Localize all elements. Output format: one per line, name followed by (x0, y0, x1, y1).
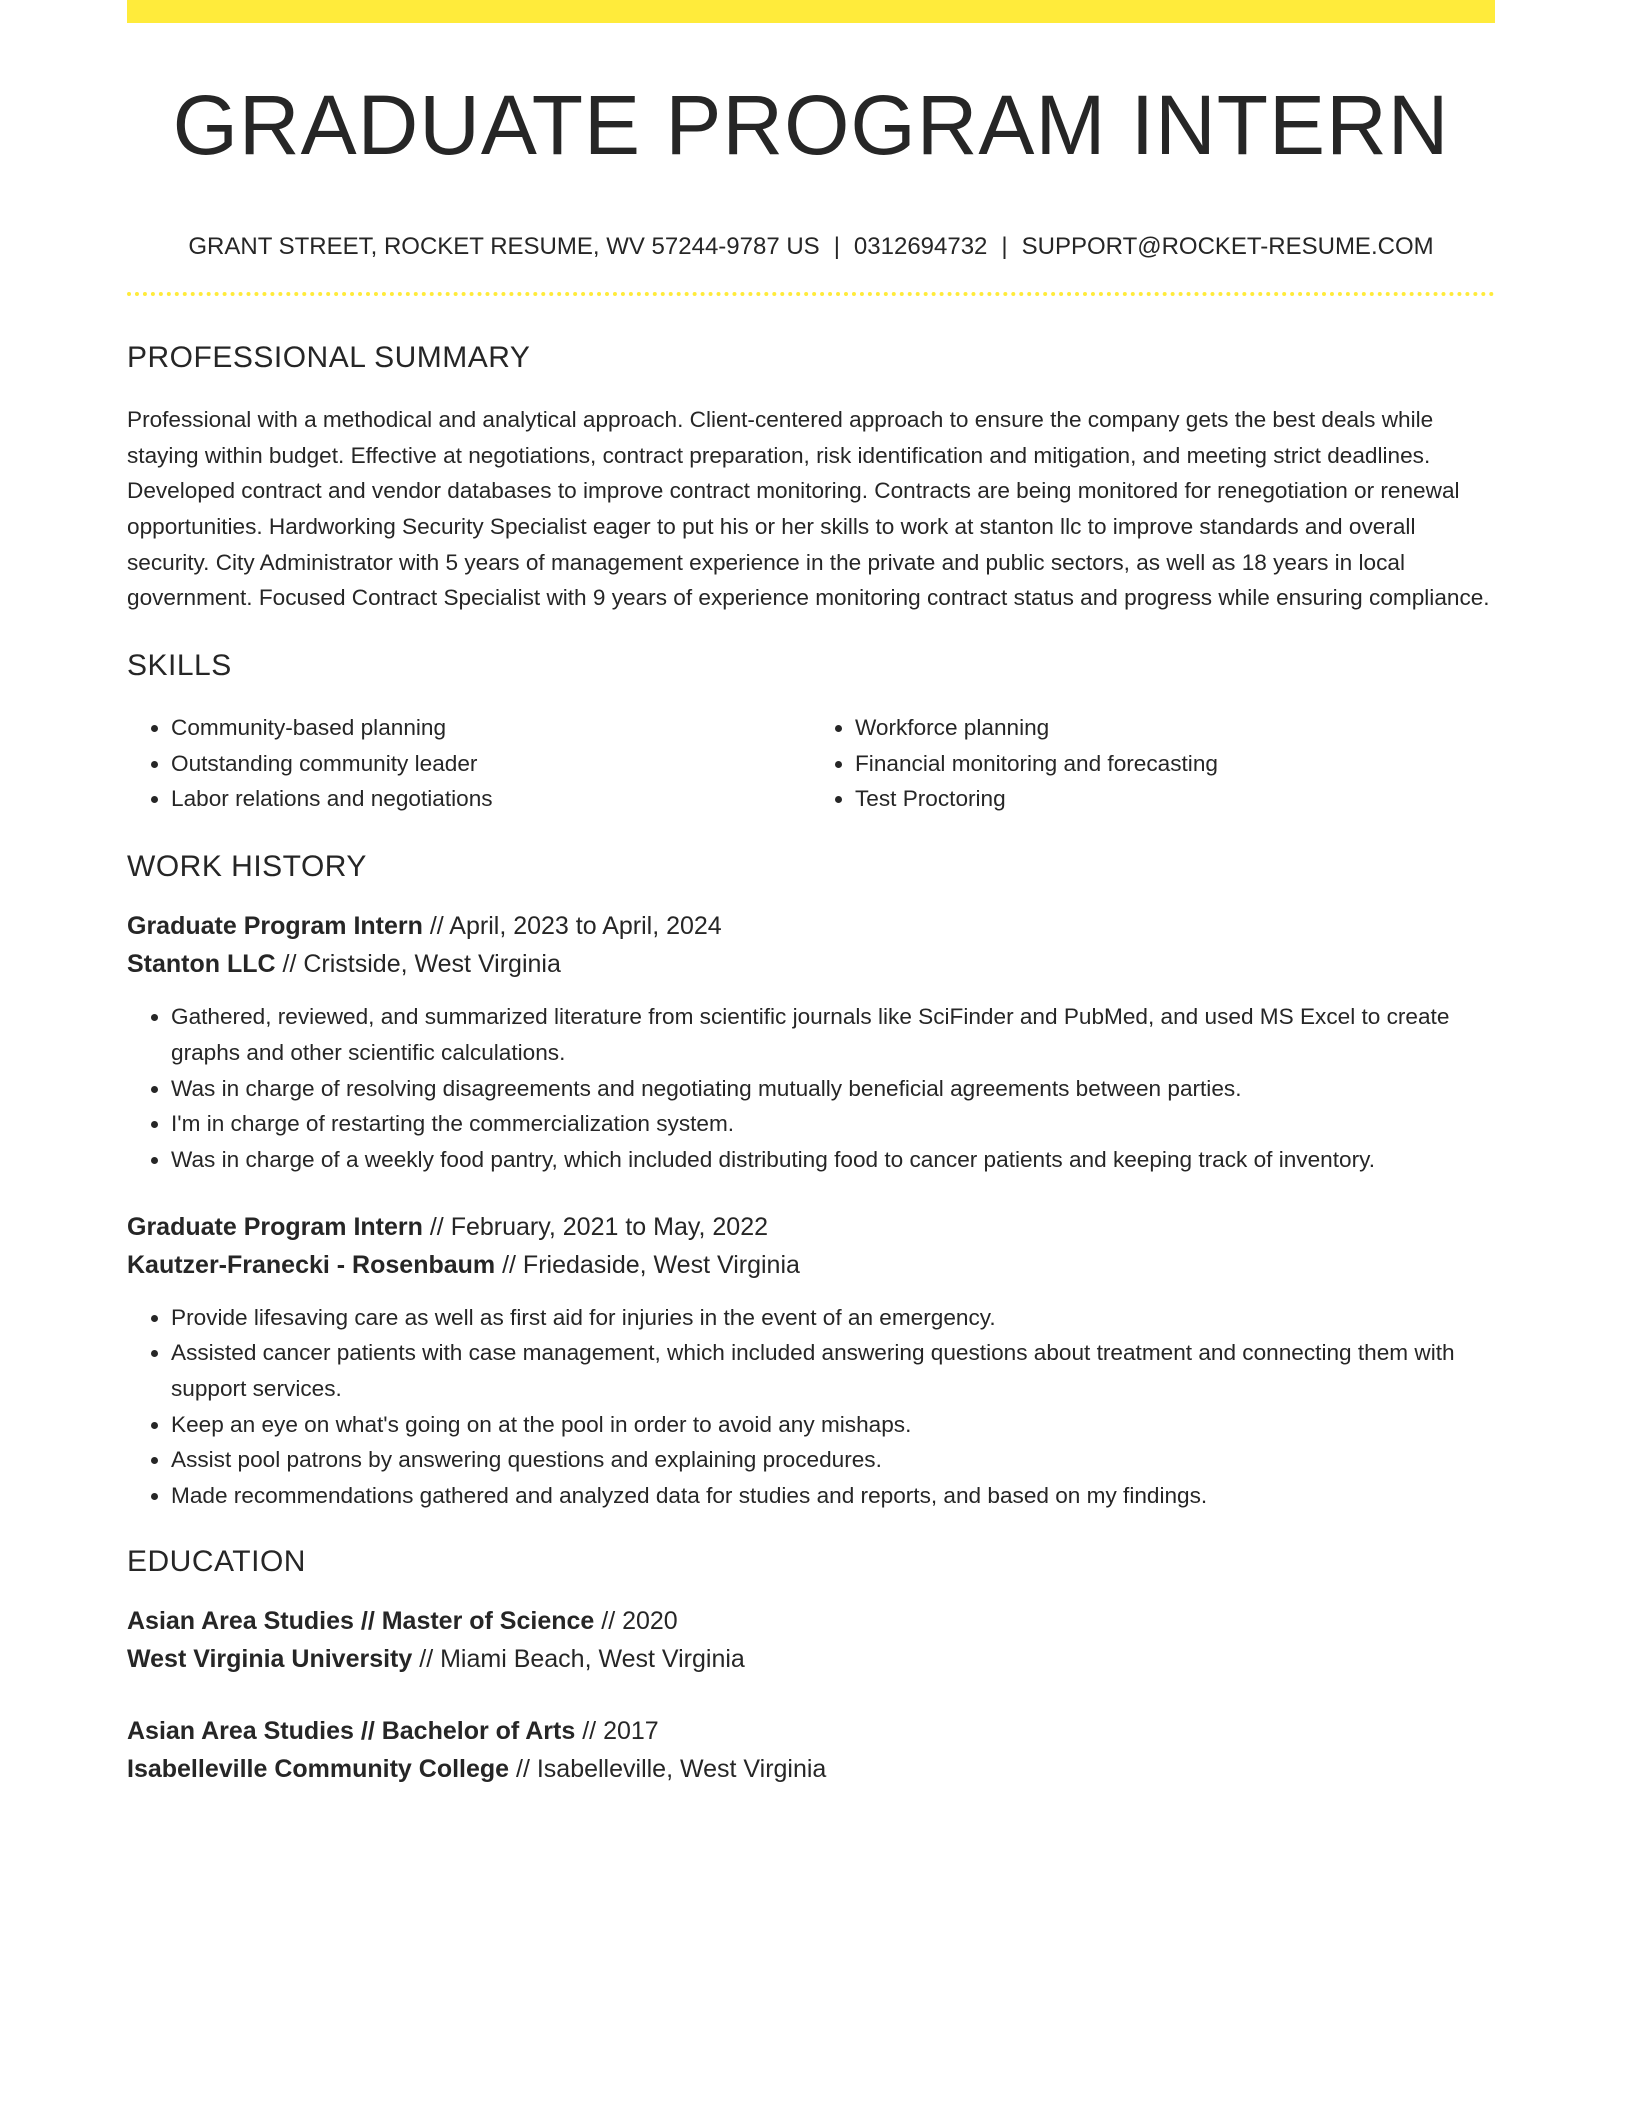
degree: Asian Area Studies // Master of Science (127, 1606, 595, 1635)
email: SUPPORT@ROCKET-RESUME.COM (1021, 233, 1434, 260)
dotted-divider (127, 292, 1495, 296)
separator: | (1001, 233, 1008, 260)
candidate-name: GRADUATE PROGRAM INTERN (172, 78, 1450, 172)
graduation-year: // 2020 (594, 1606, 678, 1635)
school: West Virginia University (127, 1644, 413, 1673)
resume-page (127, 0, 1495, 1788)
skills-heading: SKILLS (127, 649, 232, 683)
job-company-line (127, 1246, 1495, 1284)
phone: 0312694732 (853, 233, 988, 260)
job-title-line (127, 1208, 1495, 1246)
job-role: Graduate Program Intern (127, 1212, 423, 1241)
job-role: Graduate Program Intern (127, 912, 423, 941)
education-entry (127, 1602, 1495, 1678)
job-company-line (127, 945, 1495, 983)
address: GRANT STREET, ROCKET RESUME, WV 57244-9787 US (188, 233, 820, 260)
graduation-year: // 2017 (575, 1716, 659, 1745)
job-company: Stanton LLC (127, 950, 276, 979)
summary-text: Professional with a methodical and analytical approach. Client-centered approach to ensure the company gets the best deals while staying within budget. Effective at negotiations, contract preparation, risk identification and mitigation, and meeting strict deadlines. Developed contract and vendor databases to improve contract monitoring. Contracts are being monitored for renegotiation or renewal opportunities. Hardworking Security Specialist eager to put his or her skills to work at stanton llc to improve standards and overall security. City Administrator with 5 years of management experience in the private and public sectors, as well as 18 years in local government. Focused Contract Specialist with 9 years of experience monitoring contract status and progress while ensuring compliance. (127, 406, 1490, 611)
skills-column-left (127, 710, 811, 817)
job-bullet: • Made recommendations gathered and analyzed data for studies and reports, and based on my findings. (171, 1478, 1495, 1514)
education-heading: EDUCATION (127, 1544, 306, 1578)
degree-line (127, 1602, 1495, 1640)
job-bullet: • Was in charge of resolving disagreements and negotiating mutually beneficial agreements between parties. (171, 1071, 1495, 1107)
job-bullet: • Keep an eye on what's going on at the pool in order to avoid any mishaps. (171, 1407, 1495, 1443)
job-location: // Friedaside, West Virginia (495, 1250, 800, 1279)
job-bullets (127, 1300, 1495, 1514)
skill-item: • Labor relations and negotiations (171, 781, 811, 817)
job-location: // Cristside, West Virginia (275, 950, 561, 979)
skills-column-right (811, 710, 1495, 817)
school: Isabelleville Community College (127, 1754, 510, 1783)
skill-item: • Financial monitoring and forecasting (855, 746, 1495, 782)
job-entry (127, 1208, 1495, 1514)
skills-list (127, 710, 1495, 817)
job-bullet: • Provide lifesaving care as well as first aid for injuries in the event of an emergency. (171, 1300, 1495, 1336)
skill-item: • Outstanding community leader (171, 746, 811, 782)
school-line (127, 1640, 1495, 1678)
job-entry (127, 907, 1495, 1178)
work-history-heading: WORK HISTORY (127, 850, 367, 884)
job-bullet: • I'm in charge of restarting the commercialization system. (171, 1106, 1495, 1142)
job-bullet: • Assist pool patrons by answering questions and explaining procedures. (171, 1442, 1495, 1478)
degree-line (127, 1712, 1495, 1750)
contact-line (127, 233, 1495, 262)
summary-heading: PROFESSIONAL SUMMARY (127, 340, 531, 374)
job-dates: // February, 2021 to May, 2022 (422, 1212, 768, 1241)
education-entry (127, 1712, 1495, 1788)
school-line (127, 1750, 1495, 1788)
school-location: // Miami Beach, West Virginia (412, 1644, 745, 1673)
degree: Asian Area Studies // Bachelor of Arts (127, 1716, 576, 1745)
job-company: Kautzer-Franecki - Rosenbaum (127, 1250, 496, 1279)
job-dates: // April, 2023 to April, 2024 (422, 912, 722, 941)
job-bullets (127, 999, 1495, 1178)
skill-item: • Test Proctoring (855, 781, 1495, 817)
job-bullet: • Gathered, reviewed, and summarized literature from scientific journals like SciFinder and PubMed, and used MS Excel to create graphs and other scientific calculations. (171, 999, 1495, 1070)
top-accent-bar (127, 0, 1495, 23)
job-title-line (127, 907, 1495, 945)
job-bullet: • Was in charge of a weekly food pantry, which included distributing food to cancer patients and keeping track of inventory. (171, 1142, 1495, 1178)
separator: | (833, 233, 840, 260)
job-bullet: • Assisted cancer patients with case management, which included answering questions about treatment and connecting them with support services. (171, 1335, 1495, 1406)
school-location: // Isabelleville, West Virginia (509, 1754, 827, 1783)
skill-item: • Community-based planning (171, 710, 811, 746)
skill-item: • Workforce planning (855, 710, 1495, 746)
